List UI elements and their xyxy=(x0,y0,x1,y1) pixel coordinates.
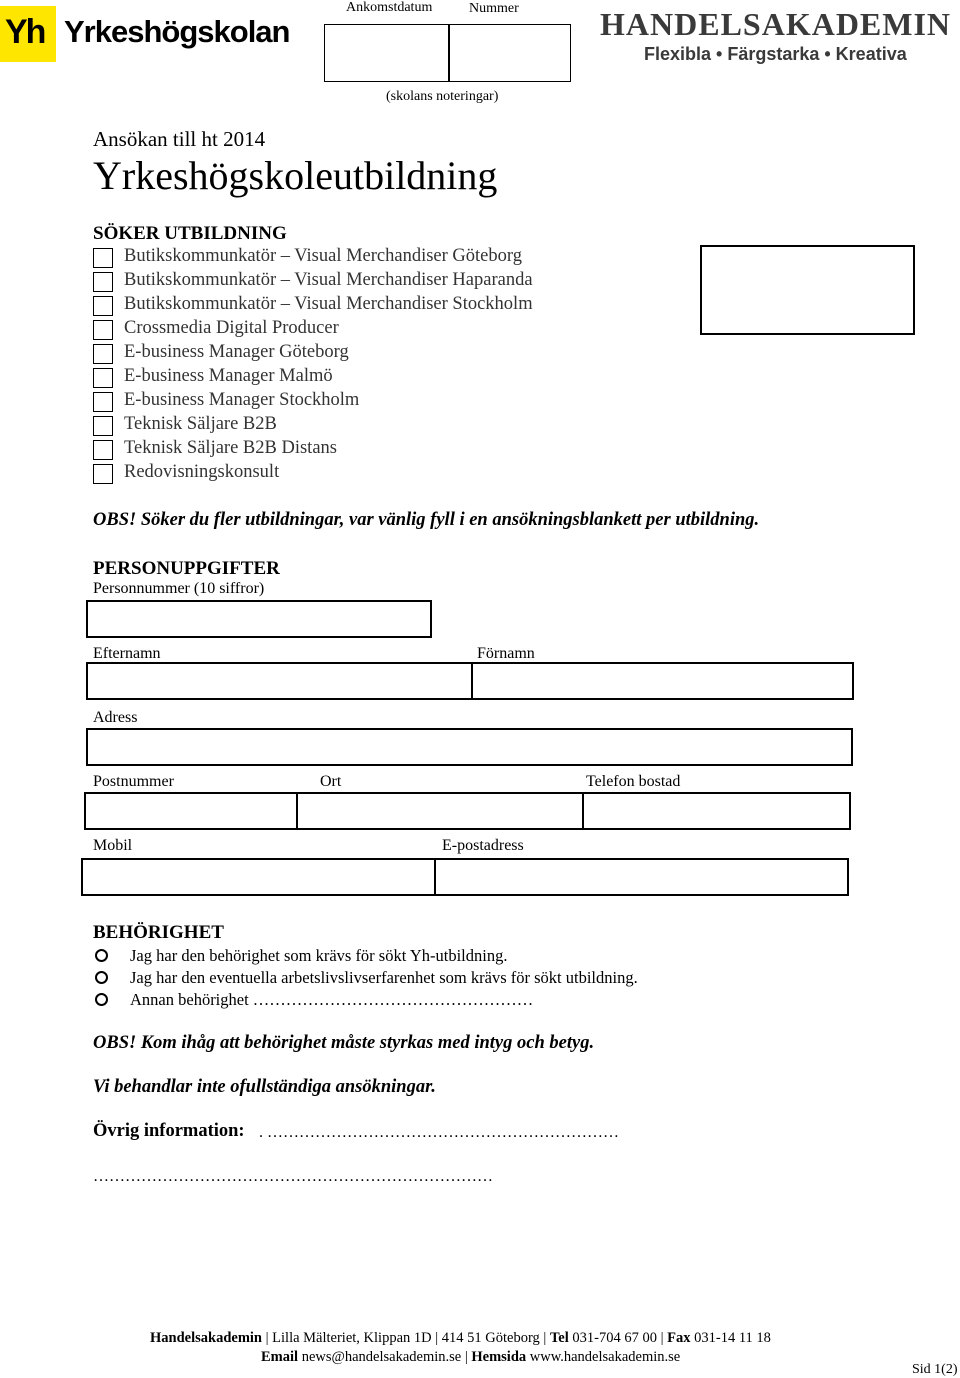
school-notes-label: (skolans noteringar) xyxy=(386,89,499,104)
photo-box[interactable] xyxy=(700,245,915,335)
yh-logo-word: Yrkeshögskolan xyxy=(64,14,290,49)
radio-button[interactable] xyxy=(95,971,108,984)
radio-button[interactable] xyxy=(95,949,108,962)
surname-field[interactable] xyxy=(86,662,473,700)
footer-postal: 414 51 Göteborg xyxy=(441,1330,540,1346)
footer-tel: 031-704 67 00 xyxy=(572,1330,657,1346)
programs-heading: SÖKER UTBILDNING xyxy=(93,223,287,244)
arrival-date-label: Ankomstdatum xyxy=(346,0,433,15)
address-field[interactable] xyxy=(86,728,853,766)
eligibility-proof-note: OBS! Kom ihåg att behörighet måste styrkas med intyg och betyg. xyxy=(93,1033,595,1053)
other-info-dots[interactable]: . ………………………………………………………… xyxy=(259,1124,619,1141)
other-info-label: Övrig information: xyxy=(93,1121,245,1141)
home-phone-field[interactable] xyxy=(582,792,851,830)
postcode-field[interactable] xyxy=(84,792,298,830)
page-title: Yrkeshögskoleutbildning xyxy=(93,153,498,198)
checkbox[interactable] xyxy=(93,248,113,268)
city-field[interactable] xyxy=(296,792,584,830)
checkbox[interactable] xyxy=(93,464,113,484)
checkbox[interactable] xyxy=(93,296,113,316)
footer-name: Handelsakademin xyxy=(150,1330,262,1346)
number-label: Nummer xyxy=(469,1,519,16)
firstname-field[interactable] xyxy=(471,662,854,700)
footer-fax-label: Fax xyxy=(667,1330,691,1346)
other-info-dots[interactable]: ………………………………………………………………… xyxy=(93,1168,493,1185)
checkbox[interactable] xyxy=(93,416,113,436)
personal-heading: PERSONUPPGIFTER xyxy=(93,558,280,579)
personnummer-field[interactable] xyxy=(86,600,432,638)
arrival-date-box[interactable] xyxy=(324,24,450,82)
footer-web[interactable]: www.handelsakademin.se xyxy=(529,1349,681,1365)
checkbox[interactable] xyxy=(93,440,113,460)
footer-line-2: Email news@handelsakademin.se | Hemsida www.handelsakademin.se xyxy=(261,1349,681,1365)
programs-note: OBS! Söker du fler utbildningar, var vänlig fyll i en ansökningsblankett per utbildning. xyxy=(93,510,760,530)
page-number: Sid 1(2) xyxy=(912,1362,958,1377)
checkbox[interactable] xyxy=(93,344,113,364)
city-label: Ort xyxy=(320,773,342,790)
home-phone-label: Telefon bostad xyxy=(586,773,681,790)
firstname-label: Förnamn xyxy=(477,645,535,662)
surname-label: Efternamn xyxy=(93,645,161,662)
email-field[interactable] xyxy=(434,858,849,896)
incomplete-note: Vi behandlar inte ofullständiga ansökningar. xyxy=(93,1077,436,1097)
footer-web-label: Hemsida xyxy=(471,1349,527,1365)
application-term: Ansökan till ht 2014 xyxy=(93,127,266,151)
footer-email[interactable]: news@handelsakademin.se xyxy=(301,1349,462,1365)
footer-tel-label: Tel xyxy=(549,1330,569,1346)
footer-fax: 031-14 11 18 xyxy=(694,1330,771,1346)
yh-logo-badge: Yh xyxy=(0,6,56,62)
handelsakademin-tagline: Flexibla • Färgstarka • Kreativa xyxy=(644,44,907,64)
handelsakademin-logo: HANDELSAKADEMIN xyxy=(600,6,952,42)
personnummer-label: Personnummer (10 siffror) xyxy=(93,580,265,597)
checkbox[interactable] xyxy=(93,320,113,340)
footer-address: Lilla Mälteriet, Klippan 1D xyxy=(272,1330,432,1346)
yh-logo xyxy=(0,6,320,62)
footer-email-label: Email xyxy=(261,1349,299,1365)
footer-line-1: Handelsakademin | Lilla Mälteriet, Klippan 1D | 414 51 Göteborg | Tel 031-704 67 00 | Fax 031-14 11 18 xyxy=(150,1330,771,1346)
radio-button[interactable] xyxy=(95,993,108,1006)
mobile-label: Mobil xyxy=(93,837,133,854)
email-label: E-postadress xyxy=(442,837,524,854)
number-box[interactable] xyxy=(448,24,571,82)
checkbox[interactable] xyxy=(93,368,113,388)
postcode-label: Postnummer xyxy=(93,773,174,790)
checkbox[interactable] xyxy=(93,272,113,292)
eligibility-heading: BEHÖRIGHET xyxy=(93,922,224,943)
mobile-field[interactable] xyxy=(81,858,436,896)
address-label: Adress xyxy=(93,709,138,726)
checkbox[interactable] xyxy=(93,392,113,412)
